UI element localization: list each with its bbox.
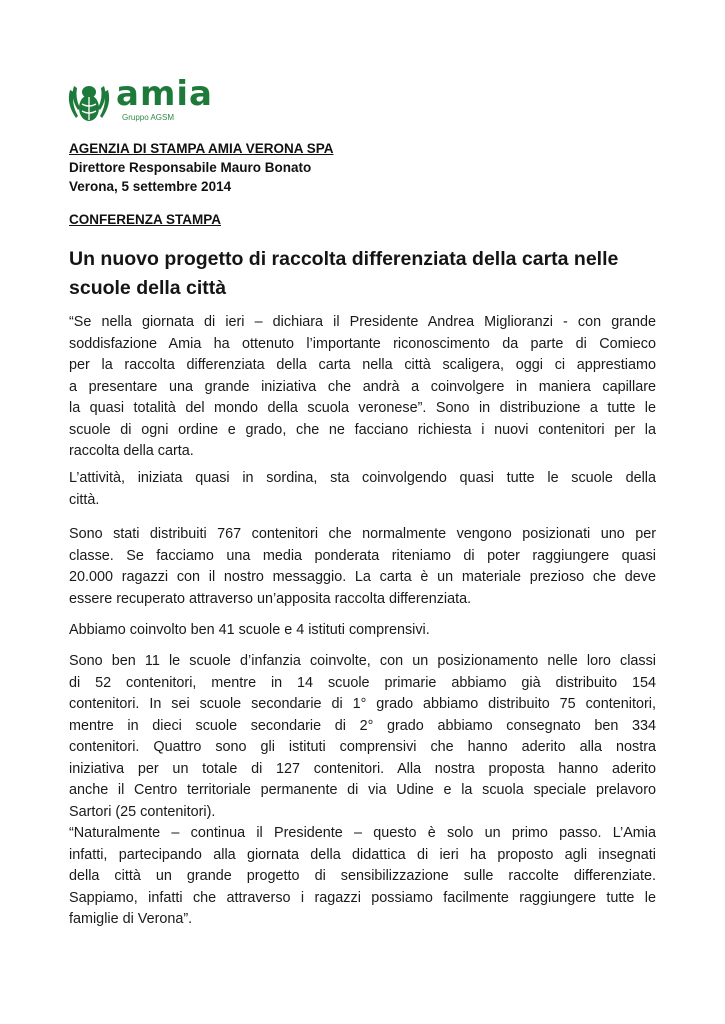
body-paragraph xyxy=(69,468,656,511)
press-release-title xyxy=(69,245,618,303)
paragraph-line: raccolta della carta. xyxy=(69,443,194,459)
body-paragraph xyxy=(69,312,656,463)
paragraph-line: mentre in dieci scuole secondarie di 2° grado abbiamo consegnato ben 334 xyxy=(69,717,656,734)
body-paragraph xyxy=(69,524,656,610)
paragraph-line: a presentare una grande iniziativa che andrà a coinvolgere in maniera capillare xyxy=(69,378,656,395)
paragraph-line: Sartori (25 contenitori). xyxy=(69,803,216,820)
title-line: Un nuovo progetto di raccolta differenziata della carta nelle xyxy=(69,248,619,270)
paragraph-line: contenitori. Quattro sono gli istituti comprensivi che hanno aderito alla nostra xyxy=(69,739,656,755)
paragraph-line: “Se nella giornata di ieri – dichiara il Presidente Andrea Miglioranzi - con grande xyxy=(69,314,656,330)
paragraph-line: città. xyxy=(69,491,100,508)
beetle-emblem-icon xyxy=(66,82,112,124)
paragraph-line: Abbiamo coinvolto ben 41 scuole e 4 istituti comprensivi. xyxy=(69,622,430,638)
paragraph-line: iniziativa per un totale di 127 contenitori. Alla nostra proposta hanno aderito xyxy=(69,760,656,777)
paragraph-line: “Naturalmente – continua il Presidente – questo è solo un primo passo. L’Amia xyxy=(69,825,656,841)
logo-subtitle: Gruppo AGSM xyxy=(122,113,175,122)
paragraph-line: anche il Centro territoriale permanente di via Udine e la scuola speciale prelavoro xyxy=(69,782,656,798)
agency-name: AGENZIA DI STAMPA AMIA VERONA SPA xyxy=(69,141,334,156)
logo-wordmark: amia xyxy=(116,74,213,114)
director-line: Direttore Responsabile Mauro Bonato xyxy=(69,160,312,175)
body-paragraph xyxy=(69,620,656,642)
paragraph-line: Sono ben 11 le scuole d’infanzia coinvolte, con un posizionamento nelle loro classi xyxy=(69,653,656,669)
paragraph-line: di 52 contenitori, mentre in 14 scuole primarie abbiamo già distribuito 154 xyxy=(69,674,656,691)
paragraph-line: L’attività, iniziata quasi in sordina, sta coinvolgendo quasi tutte le scuole della xyxy=(69,470,656,486)
section-label: CONFERENZA STAMPA xyxy=(69,212,221,227)
paragraph-line: contenitori. In sei scuole secondarie di 1° grado abbiamo distribuito 75 contenitori, xyxy=(69,696,656,712)
body-paragraph xyxy=(69,823,656,931)
paragraph-line: Sappiamo, infatti che attraverso i ragazzi possiamo facilmente raggiungere tutte le xyxy=(69,889,656,906)
paragraph-line: 20.000 ragazzi con il nostro messaggio. La carta è un materiale prezioso che deve xyxy=(69,569,656,585)
paragraph-line: soddisfazione Amia ha ottenuto l’importante riconoscimento da parte di Comieco xyxy=(69,335,656,352)
paragraph-line: infatti, partecipando alla giornata della didattica di ieri ha proposto agli insegnati xyxy=(69,846,656,863)
paragraph-line: scuole di ogni ordine e grado, che ne facciano richiesta i nuovi contenitori per la xyxy=(69,421,656,438)
paragraph-line: Sono stati distribuiti 767 contenitori che normalmente vengono posizionati uno per xyxy=(69,526,656,542)
paragraph-line: la quasi totalità del mondo della scuola veronese”. Sono in distribuzione a tutte le xyxy=(69,400,656,416)
body-paragraph xyxy=(69,651,656,823)
date-line: Verona, 5 settembre 2014 xyxy=(69,179,232,194)
title-line: scuole della città xyxy=(69,277,227,299)
paragraph-line: della città un grande progetto di sensibilizzazione sulle raccolte differenziate. xyxy=(69,868,656,884)
paragraph-line: classe. Se facciamo una media ponderata riteniamo di poter raggiungere quasi xyxy=(69,547,656,564)
paragraph-line: essere recuperato attraverso un’apposita raccolta differenziata. xyxy=(69,590,472,607)
amia-logo xyxy=(66,74,226,124)
paragraph-line: famiglie di Verona”. xyxy=(69,911,193,927)
paragraph-line: per la raccolta differenziata della carta nella città scaligera, oggi ci apprestiamo xyxy=(69,357,656,373)
